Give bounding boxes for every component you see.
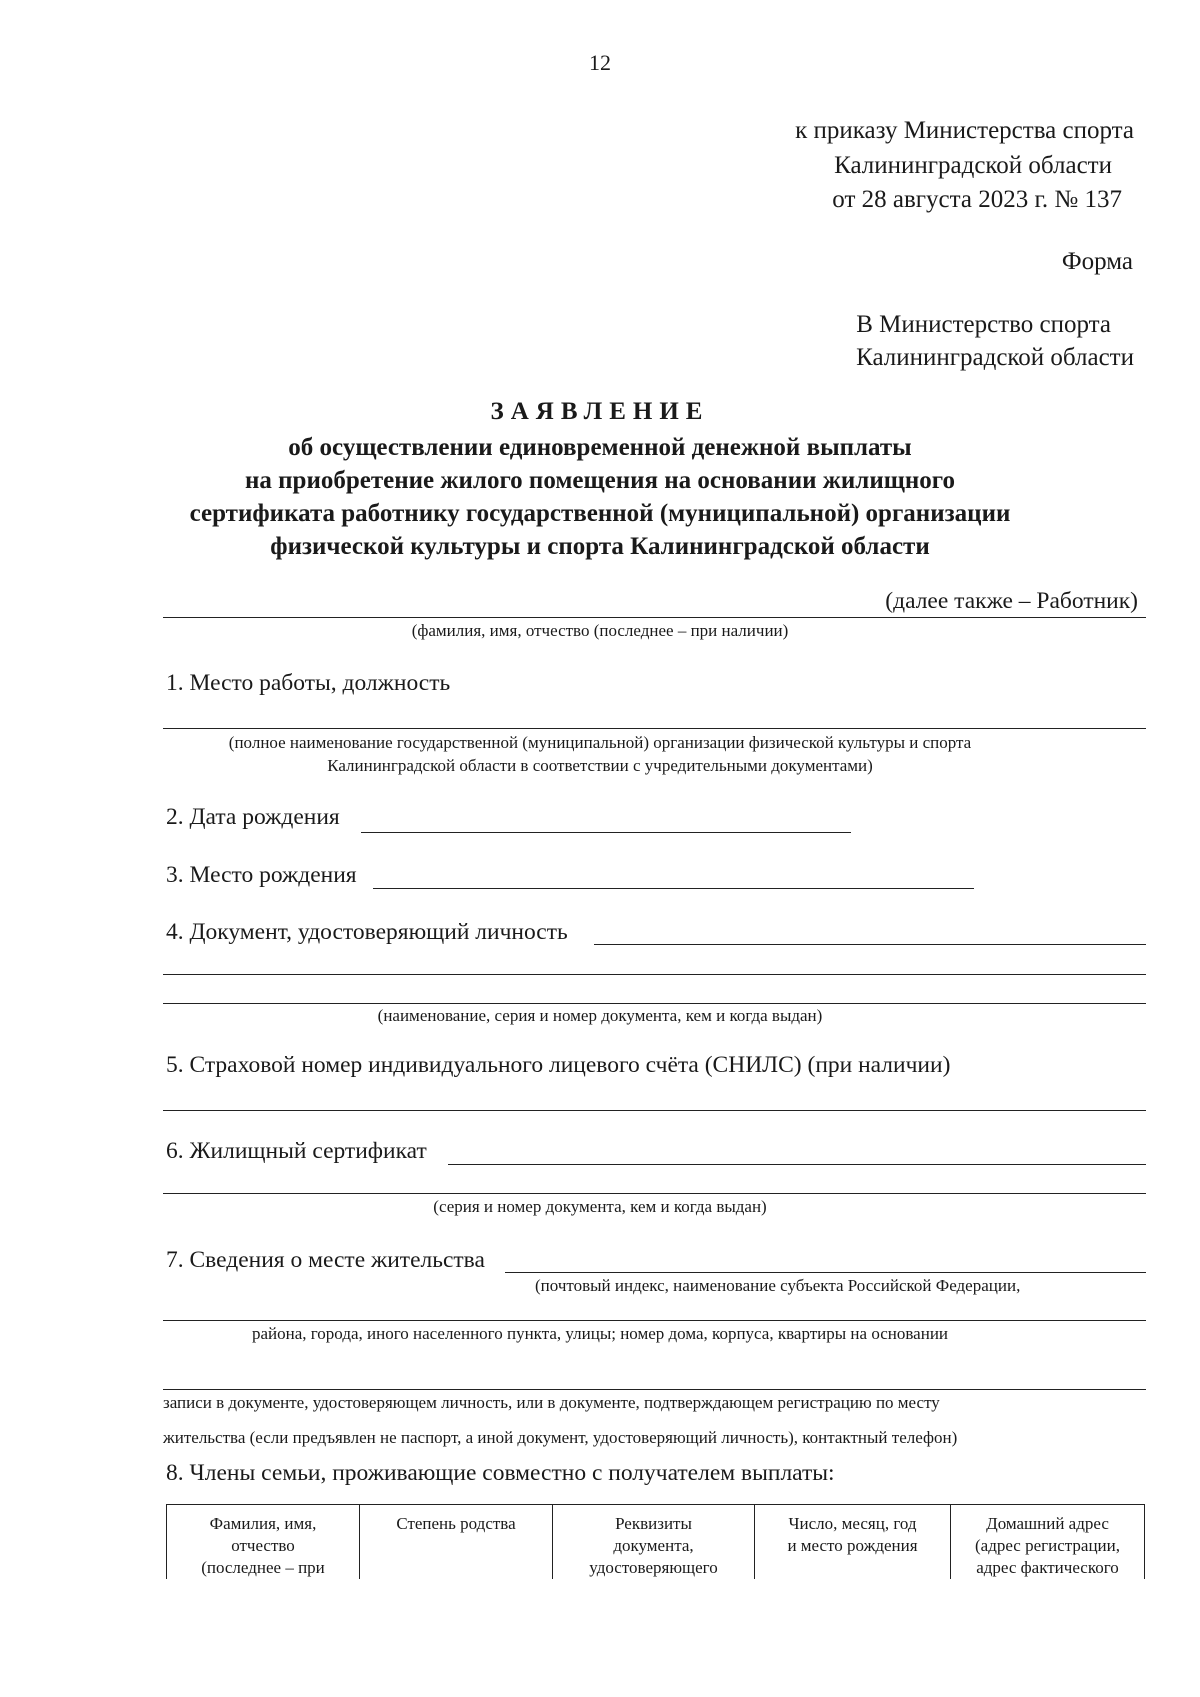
residence-field-line3[interactable] bbox=[163, 1389, 1146, 1390]
residence-field-line1[interactable] bbox=[505, 1272, 1146, 1273]
id-document-field-line1[interactable] bbox=[594, 944, 1146, 945]
header-relationship bbox=[360, 1505, 553, 1580]
residence-caption-line2: района, города, иного населенного пункта, улицы; номер дома, корпуса, квартиры на основании bbox=[251, 1324, 949, 1343]
title-line4: физической культуры и спорта Калининградской области bbox=[270, 533, 930, 560]
header-id-document-line2: документа, bbox=[613, 1536, 694, 1555]
header-full-name-line3: (последнее – при bbox=[201, 1558, 325, 1577]
order-reference-line1: к приказу Министерства спорта bbox=[795, 117, 1134, 144]
header-relationship-line1: Степень родства bbox=[396, 1514, 516, 1533]
family-members-table bbox=[166, 1504, 1145, 1579]
header-full-name bbox=[167, 1505, 360, 1580]
form-label: Форма bbox=[1061, 248, 1133, 275]
header-full-name-line1: Фамилия, имя, bbox=[209, 1514, 317, 1533]
family-label: 8. Члены семьи, проживающие совместно с получателем выплаты: bbox=[166, 1460, 835, 1486]
addressee-line1: В Министерство спорта bbox=[856, 311, 1111, 338]
header-address-line3: адрес фактического bbox=[976, 1558, 1119, 1577]
work-label: 1. Место работы, должность bbox=[166, 670, 451, 696]
document-heading: ЗАЯВЛЕНИЕ bbox=[490, 398, 710, 425]
id-document-field-line3[interactable] bbox=[163, 1003, 1146, 1004]
snils-field[interactable] bbox=[163, 1110, 1146, 1111]
header-id-document-line1: Реквизиты bbox=[615, 1514, 692, 1533]
title-line3: сертификата работнику государственной (муниципальной) организации bbox=[189, 500, 1011, 527]
header-birth-line1: Число, месяц, год bbox=[788, 1514, 917, 1533]
page-number: 12 bbox=[589, 50, 611, 75]
applicant-suffix: (далее также – Работник) bbox=[885, 588, 1138, 614]
certificate-caption: (серия и номер документа, кем и когда выдан) bbox=[433, 1197, 767, 1216]
certificate-field-line1[interactable] bbox=[448, 1164, 1146, 1165]
order-reference-line2: Калининградской области bbox=[834, 152, 1112, 179]
work-caption-line2: Калининградской области в соответствии с учредительными документами) bbox=[327, 756, 873, 775]
work-field[interactable] bbox=[163, 728, 1146, 729]
title-line2: на приобретение жилого помещения на основании жилищного bbox=[245, 467, 955, 494]
header-birth-line2: и место рождения bbox=[787, 1536, 918, 1555]
residence-caption-line1: (почтовый индекс, наименование субъекта Российской Федерации, bbox=[535, 1276, 1021, 1295]
order-reference-line3: от 28 августа 2023 г. № 137 bbox=[832, 186, 1122, 213]
header-id-document-line3: удостоверяющего bbox=[589, 1558, 718, 1577]
header-birth bbox=[755, 1505, 951, 1580]
table-header-row bbox=[167, 1505, 1145, 1580]
header-address-line2: (адрес регистрации, bbox=[974, 1536, 1120, 1555]
header-id-document bbox=[553, 1505, 755, 1580]
header-address bbox=[951, 1505, 1145, 1580]
work-caption-line1: (полное наименование государственной (муниципальной) организации физической культуры и спорта bbox=[228, 733, 972, 752]
title-line1: об осуществлении единовременной денежной выплаты bbox=[288, 434, 912, 461]
birth-date-label: 2. Дата рождения bbox=[166, 804, 340, 830]
residence-field-line2[interactable] bbox=[163, 1320, 1146, 1321]
applicant-caption: (фамилия, имя, отчество (последнее – при наличии) bbox=[411, 621, 789, 640]
applicant-name-field[interactable] bbox=[163, 617, 1146, 618]
certificate-label: 6. Жилищный сертификат bbox=[166, 1138, 427, 1164]
id-document-field-line2[interactable] bbox=[163, 974, 1146, 975]
addressee-line2: Калининградской области bbox=[856, 344, 1134, 371]
id-document-caption: (наименование, серия и номер документа, кем и когда выдан) bbox=[377, 1006, 823, 1025]
header-address-line1: Домашний адрес bbox=[986, 1514, 1109, 1533]
snils-label: 5. Страховой номер индивидуального лицевого счёта (СНИЛС) (при наличии) bbox=[166, 1052, 951, 1078]
residence-label: 7. Сведения о месте жительства bbox=[166, 1247, 485, 1273]
birth-date-field[interactable] bbox=[361, 832, 851, 833]
certificate-field-line2[interactable] bbox=[163, 1193, 1146, 1194]
residence-caption-line3: записи в документе, удостоверяющем личность, или в документе, подтверждающем регистрацию по месту bbox=[163, 1393, 940, 1412]
id-document-label: 4. Документ, удостоверяющий личность bbox=[166, 919, 568, 945]
birth-place-label: 3. Место рождения bbox=[166, 862, 357, 888]
header-full-name-line2: отчество bbox=[231, 1536, 295, 1555]
residence-caption-line4: жительства (если предъявлен не паспорт, а иной документ, удостоверяющий личность), контактный телефон) bbox=[163, 1428, 958, 1447]
birth-place-field[interactable] bbox=[373, 888, 974, 889]
